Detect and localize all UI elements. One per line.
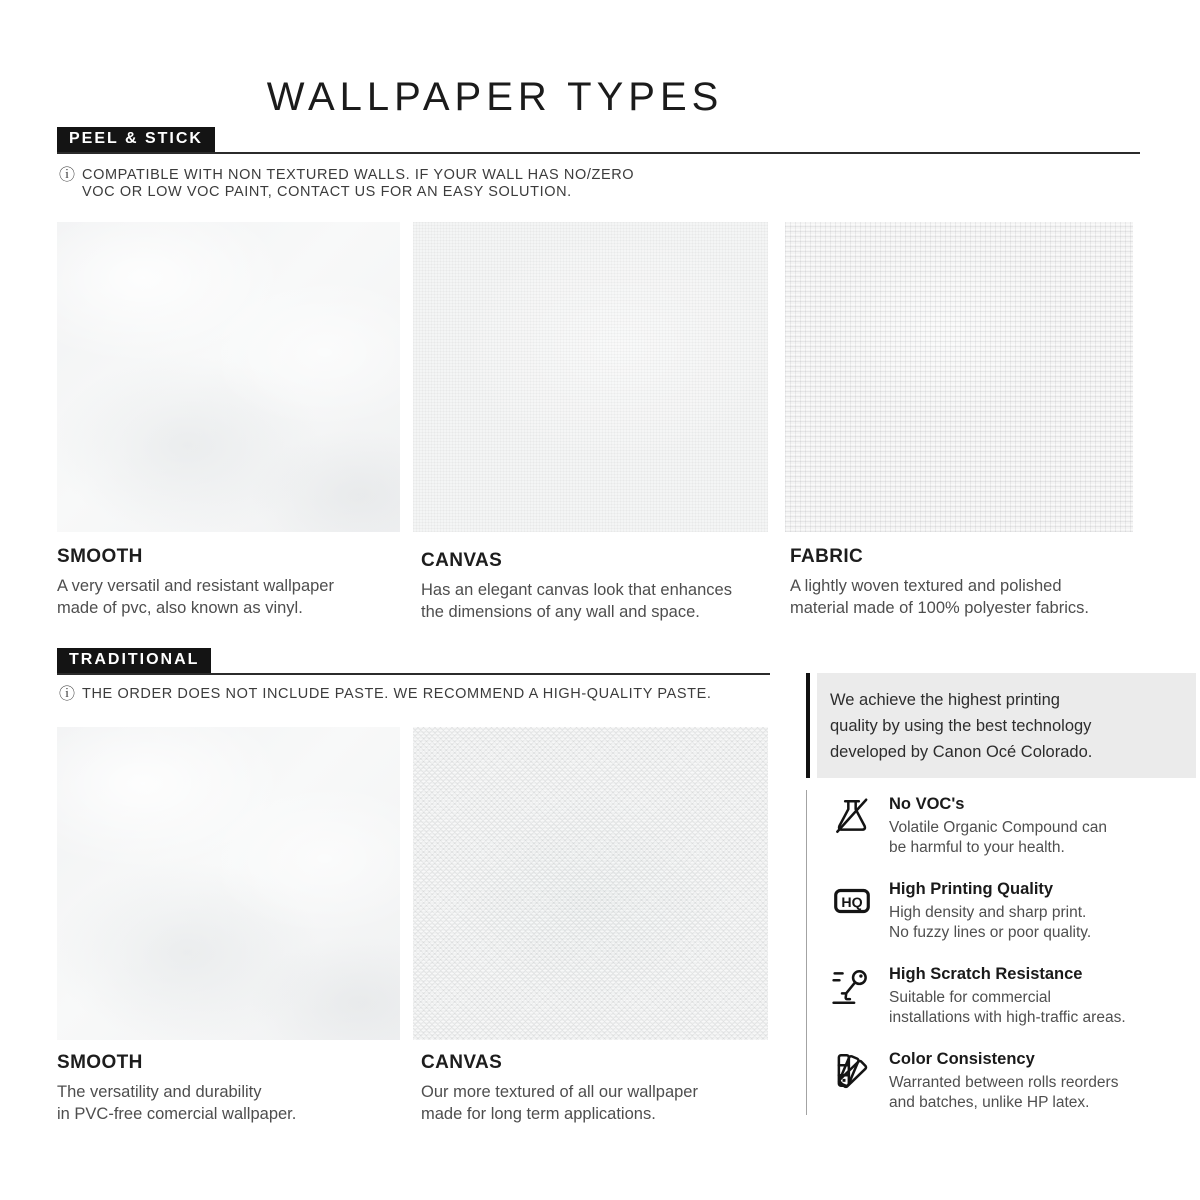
swatch-description-line: A lightly woven textured and polished	[790, 577, 1062, 595]
feature-description-line: Warranted between rolls reorders	[889, 1074, 1119, 1091]
peel-stick-note-text	[82, 167, 634, 201]
note-line: VOC OR LOW VOC PAINT, CONTACT US FOR AN EASY SOLUTION.	[82, 184, 572, 200]
note-line: COMPATIBLE WITH NON TEXTURED WALLS. IF YOUR WALL HAS NO/ZERO	[82, 167, 635, 183]
info-icon: ⓘ	[59, 686, 76, 703]
swatch-description-line: made for long term applications.	[421, 1104, 656, 1123]
swatch-title: FABRIC	[790, 546, 864, 567]
caption-smooth-traditional	[57, 1052, 296, 1125]
traditional-note	[59, 686, 712, 703]
feature-description-line: and batches, unlike HP latex.	[889, 1094, 1090, 1111]
swatch-description-line: A very versatil and resistant wallpaper	[57, 577, 334, 595]
swatch-title: CANVAS	[421, 1052, 503, 1073]
feature-color-consistency	[830, 1050, 1200, 1113]
swatch-description-line: Our more textured of all our wallpaper	[421, 1083, 698, 1101]
quote-accent-bar	[806, 673, 810, 778]
section-header-traditional	[57, 648, 770, 675]
feature-description-line: High density and sharp print.	[889, 904, 1087, 921]
section-header-peel-stick	[57, 127, 1140, 154]
hq-badge-label: HQ	[841, 894, 863, 911]
feature-no-vocs	[830, 795, 1200, 858]
peel-stick-note	[59, 167, 634, 201]
feature-title: Color Consistency	[889, 1050, 1035, 1068]
caption-smooth-peel	[57, 546, 334, 619]
feature-description-line: Volatile Organic Compound can	[889, 819, 1107, 836]
quote-line: quality by using the best technology	[830, 717, 1092, 735]
color-swatchbook-icon	[830, 1050, 874, 1094]
feature-text	[889, 965, 1126, 1028]
feature-text	[889, 795, 1107, 858]
feature-description-line: be harmful to your health.	[889, 839, 1065, 856]
hq-badge-icon	[830, 880, 874, 924]
note-line: THE ORDER DOES NOT INCLUDE PASTE. WE RECOMMEND A HIGH-QUALITY PASTE.	[82, 686, 712, 702]
feature-title: No VOC's	[889, 795, 965, 813]
info-icon: ⓘ	[59, 167, 76, 184]
no-voc-flask-icon	[830, 795, 874, 839]
smooth-pvc-free-swatch-image	[57, 727, 400, 1040]
fine-canvas-swatch-image	[413, 222, 768, 532]
swatch-description-line: material made of 100% polyester fabrics.	[790, 598, 1089, 617]
feature-description-line: Suitable for commercial	[889, 989, 1051, 1006]
swatch-title: SMOOTH	[57, 1052, 143, 1073]
printing-quality-quote	[806, 673, 1196, 778]
swatch-description-line: The versatility and durability	[57, 1083, 262, 1101]
swatch-description-line: in PVC-free comercial wallpaper.	[57, 1104, 297, 1123]
quote-box	[817, 673, 1196, 778]
feature-description-line: No fuzzy lines or poor quality.	[889, 924, 1092, 941]
traditional-note-text	[82, 686, 711, 703]
feature-description-line: installations with high-traffic areas.	[889, 1009, 1126, 1026]
section-label-peel-stick: PEEL & STICK	[57, 127, 215, 152]
swatch-description-line: made of pvc, also known as vinyl.	[57, 598, 303, 617]
feature-title: High Printing Quality	[889, 880, 1054, 898]
feature-text	[889, 880, 1091, 943]
caption-canvas-traditional	[421, 1052, 698, 1125]
feature-high-printing-quality	[830, 880, 1200, 943]
swatch-title: CANVAS	[421, 550, 503, 571]
scratch-key-icon	[830, 965, 874, 1009]
quote-line: We achieve the highest printing	[830, 691, 1060, 709]
swatch-description-line: Has an elegant canvas look that enhances	[421, 581, 732, 599]
features-divider-line	[806, 790, 807, 1115]
feature-title: High Scratch Resistance	[889, 965, 1083, 983]
caption-fabric-peel	[790, 546, 1089, 619]
page-title: WALLPAPER TYPES	[266, 74, 724, 119]
feature-text	[889, 1050, 1118, 1113]
quote-line: developed by Canon Océ Colorado.	[830, 743, 1093, 761]
section-label-traditional: TRADITIONAL	[57, 648, 211, 673]
swatch-title: SMOOTH	[57, 546, 143, 567]
caption-canvas-peel	[421, 550, 732, 623]
feature-high-scratch-resistance	[830, 965, 1200, 1028]
smooth-vinyl-swatch-image	[57, 222, 400, 532]
rough-canvas-swatch-image	[413, 727, 768, 1040]
woven-fabric-swatch-image	[785, 222, 1133, 532]
swatch-description-line: the dimensions of any wall and space.	[421, 602, 700, 621]
